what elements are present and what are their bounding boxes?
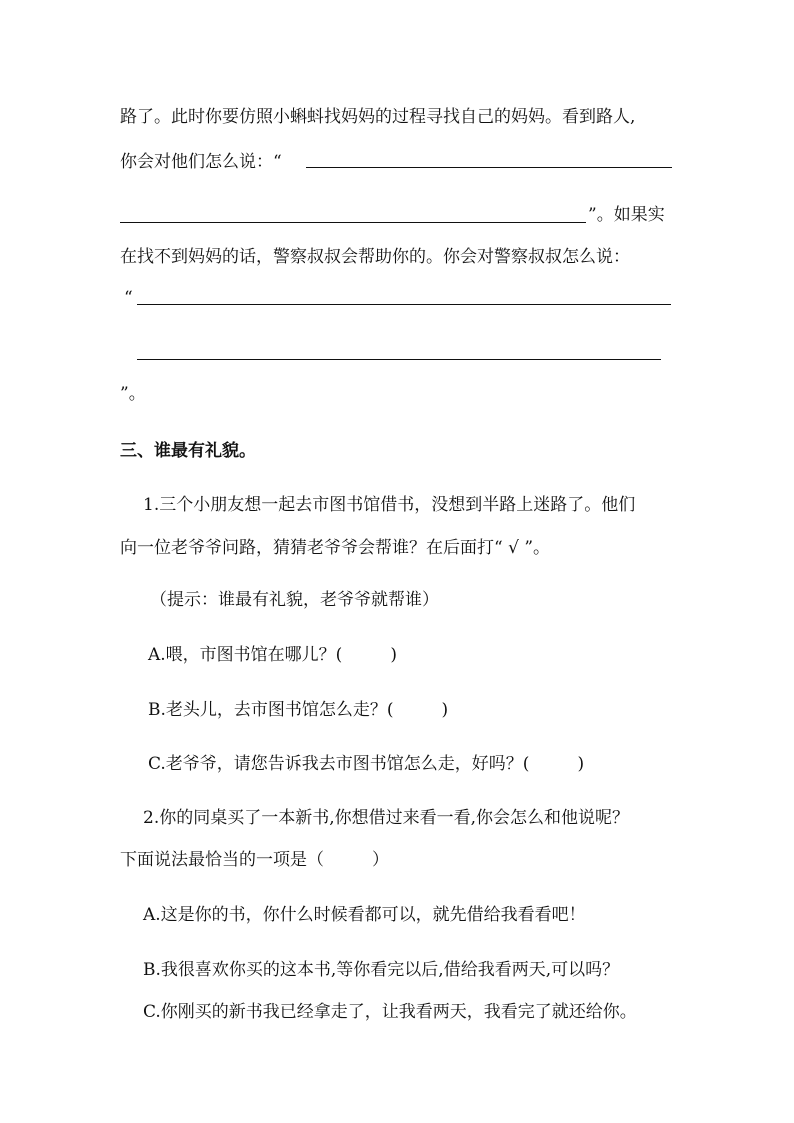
q2-option-a[interactable]: A.这是你的书，你什么时候看都可以，就先借给我看看吧！ [143, 905, 586, 925]
section-heading: 三、谁最有礼貌。 [120, 441, 256, 461]
hint-text: （提示：谁最有礼貌，老爷爷就帮谁） [150, 590, 439, 610]
option-close: ) [577, 754, 585, 774]
answer-blank[interactable] [306, 167, 672, 168]
option-close: ) [441, 700, 449, 720]
option-b[interactable] [148, 699, 448, 721]
paragraph-line: 在找不到妈妈的话，警察叔叔会帮助你的。你会对警察叔叔怎么说： [120, 247, 630, 267]
paragraph-line: ”。如果实 [588, 205, 665, 225]
question-2-line: 2.你的同桌买了一本新书,你想借过来看一看,你会怎么和他说呢？ [143, 808, 630, 828]
option-a[interactable] [148, 644, 397, 666]
option-text: B.老头儿，去市图书馆怎么走？( [148, 700, 394, 720]
answer-blank[interactable] [137, 359, 661, 360]
paragraph-line: 你会对他们怎么说：“ [120, 152, 282, 172]
paragraph-line: 路了。此时你要仿照小蝌蚪找妈妈的过程寻找自己的妈妈。看到路人, [120, 107, 636, 127]
answer-blank[interactable] [137, 304, 671, 305]
question-1-line: 向一位老爷爷问路，猜猜老爷爷会帮谁？在后面打“ √ ”。 [120, 538, 551, 558]
option-text: A.喂，市图书馆在哪儿？( [148, 645, 343, 665]
question-1-line: 1.三个小朋友想一起去市图书馆借书，没想到半路上迷路了。他们 [143, 495, 636, 515]
q2-option-c[interactable]: C.你刚买的新书我已经拿走了，让我看两天，我看完了就还给你。 [143, 1002, 637, 1022]
close-quote-line: ”。 [120, 384, 146, 404]
question-2-line [120, 849, 389, 871]
option-c[interactable] [148, 753, 584, 775]
answer-blank[interactable] [120, 222, 586, 223]
question-2-text: 下面说法最恰当的一项是（ [120, 850, 324, 870]
option-close: ) [390, 645, 397, 665]
question-2-close: ） [372, 850, 389, 870]
q2-option-b[interactable]: B.我很喜欢你买的这本书,等你看完以后,借给我看两天,可以吗？ [143, 960, 620, 980]
open-quote: “ [124, 288, 133, 308]
option-text: C.老爷爷，请您告诉我去市图书馆怎么走，好吗？( [148, 754, 530, 774]
